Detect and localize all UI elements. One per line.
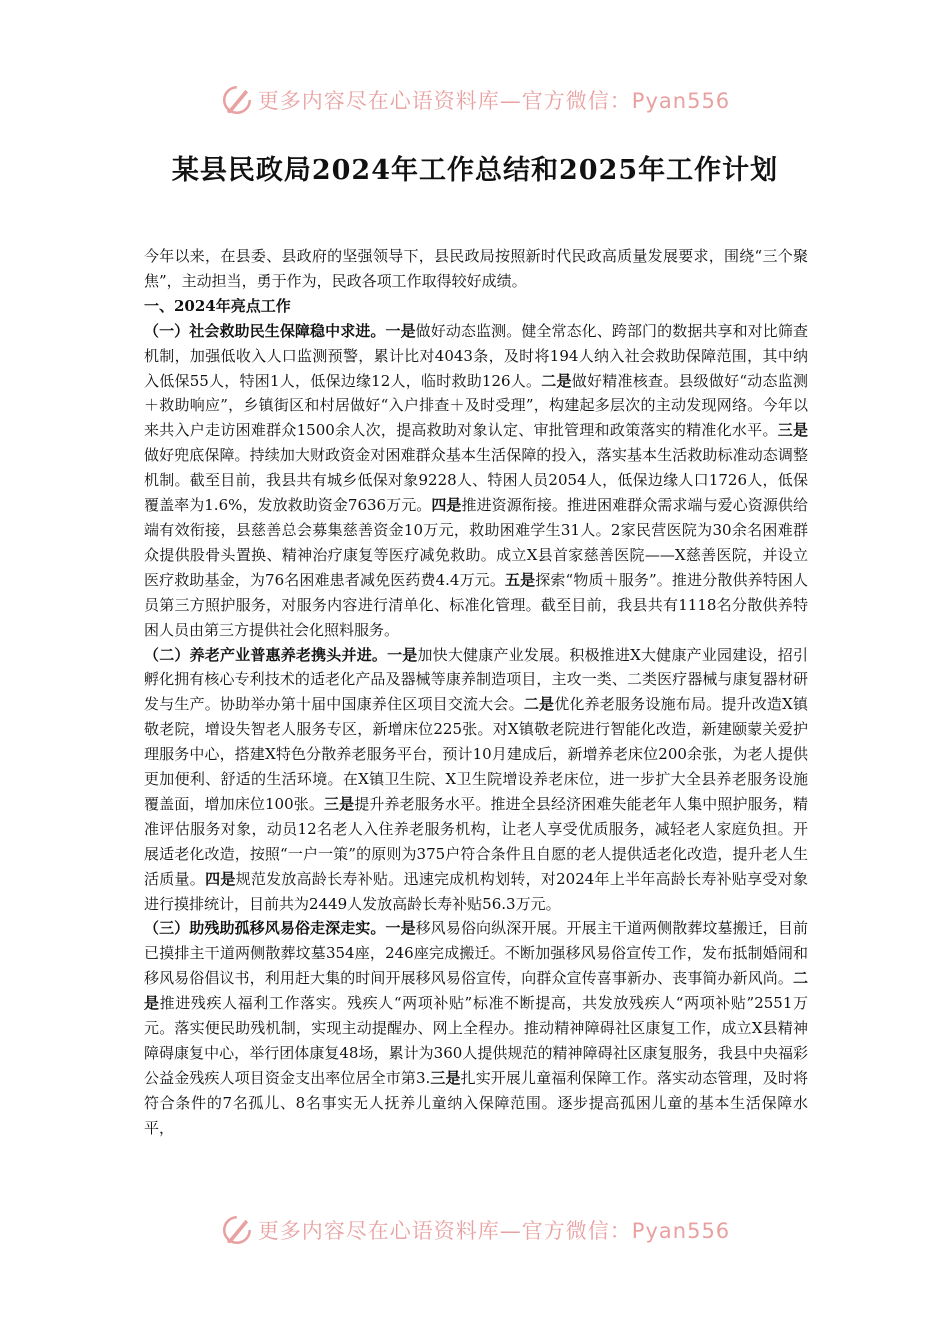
- document-body: [144, 244, 808, 1141]
- brush-pen-icon: [220, 83, 254, 117]
- intro-paragraph: 今年以来，在县委、县政府的坚强领导下，县民政局按照新时代民政高质量发展要求，围绕“三个聚焦”，主动担当，勇于作为，民政各项工作取得较好成绩。: [144, 247, 808, 290]
- subsection-2-paragraph: （二）养老产业普惠养老携头并进。一是加快大健康产业发展。积极推进X大健康产业园建设，招引孵化拥有核心专利技术的适老化产品及器械等康养制造项目，主攻一类、二类医疗器械与康复器材研发与生产。协助举办第十届中国康养住区项目交流大会。二是优化养老服务设施布局。提升改造X镇敬老院，增设失智老人服务专区，新增床位225张。对X镇敬老院进行智能化改造，新建颐蒙关爱护理服务中心，搭建X特色分散养老服务平台，预计10月建成后，新增养老床位200余张，为老人提供更加便利、舒适的生活环境。在X镇卫生院、X卫生院增设养老床位，进一步扩大全县养老服务设施覆盖面，增加床位100张。三是提升养老服务水平。推进全县经济困难失能老年人集中照护服务，精准评估服务对象，动员12名老人入住养老服务机构，让老人享受优质服务，减轻老人家庭负担。开展适老化改造，按照“一户一策”的原则为375户符合条件且自愿的老人提供适老化改造，提升老人生活质量。四是规范发放高龄长寿补贴。迅速完成机构划转，对2024年上半年高龄长寿补贴享受对象进行摸排统计，目前共为2449人发放高龄长寿补贴56.3万元。: [144, 645, 808, 913]
- subsection-1-paragraph: （一）社会救助民生保障稳中求进。一是做好动态监测。健全常态化、跨部门的数据共享和对比筛查机制，加强低收入人口监测预警，累计比对4043条，及时将194人纳入社会救助保障范围，其中纳入低保55人，特困1人，低保边缘12人，临时救助126人。二是做好精准核查。县级做好“动态监测＋救助响应”，乡镇街区和村居做好“入户排查＋及时受理”，构建起多层次的主动发现网络。今年以来共入户走访困难群众1500余人次，提高救助对象认定、审批管理和政策落实的精准化水平。三是做好兜底保障。持续加大财政资金对困难群众基本生活保障的投入，落实基本生活救助标准动态调整机制。截至目前，我县共有城乡低保对象9228人、特困人员2054人，低保边缘人口1726人，低保覆盖率为1.6%，发放救助资金7636万元。四是推进资源衔接。推进困难群众需求端与爱心资源供给端有效衔接，县慈善总会募集慈善资金10万元，救助困难学生31人。2家民营医院为30余名困难群众提供股骨头置换、精神治疗康复等医疗减免救助。成立X县首家慈善医院——X慈善医院，并设立医疗救助基金，为76名困难患者减免医药费4.4万元。五是探索“物质＋服务”。推进分散供养特困人员第三方照护服务，对服务内容进行清单化、标准化管理。截至目前，我县共有1118名分散供养特困人员由第三方提供社会化照料服务。: [144, 321, 808, 639]
- subsection-3-paragraph: （三）助残助孤移风易俗走深走实。一是移风易俗向纵深开展。开展主干道两侧散葬坟墓搬迁，目前已摸排主干道两侧散葬坟墓354座，246座完成搬迁。不断加强移风易俗宣传工作，发布抵制婚闹和移风易俗倡议书，利用赶大集的时间开展移风易俗宣传，向群众宣传喜事新办、丧事简办新风尚。二是推进残疾人福利工作落实。残疾人“两项补贴”标准不断提高，共发放残疾人“两项补贴”2551万元。落实便民助残机制，实现主动提醒办、网上全程办。推动精神障碍社区康复工作，成立X县精神障碍康复中心，举行团体康复48场，累计为360人提供规范的精神障碍社区康复服务，我县中央福彩公益金残疾人项目资金支出率位居全市第3.三是扎实开展儿童福利保障工作。落实动态管理，及时将符合条件的7名孤儿、8名事实无人抚养儿童纳入保障范围。逐步提高孤困儿童的基本生活保障水平，: [144, 919, 808, 1137]
- subsection-heading: （一）社会救助民生保障稳中求进。: [144, 321, 386, 340]
- watermark-text: 更多内容尽在心语资料库—官方微信：Pyan556: [257, 89, 731, 113]
- page-title: 某县民政局2024年工作总结和2025年工作计划: [171, 155, 779, 186]
- section-heading: 一、2024年亮点工作: [144, 296, 291, 315]
- subsection-heading: （三）助残助孤移风易俗走深走实。: [144, 919, 386, 938]
- watermark-top: [0, 80, 950, 120]
- watermark-bottom: [0, 1210, 950, 1250]
- watermark-text: 更多内容尽在心语资料库—官方微信：Pyan556: [257, 1219, 731, 1243]
- brush-pen-icon: [220, 1213, 254, 1247]
- subsection-heading: （二）养老产业普惠养老携头并进。: [144, 645, 388, 664]
